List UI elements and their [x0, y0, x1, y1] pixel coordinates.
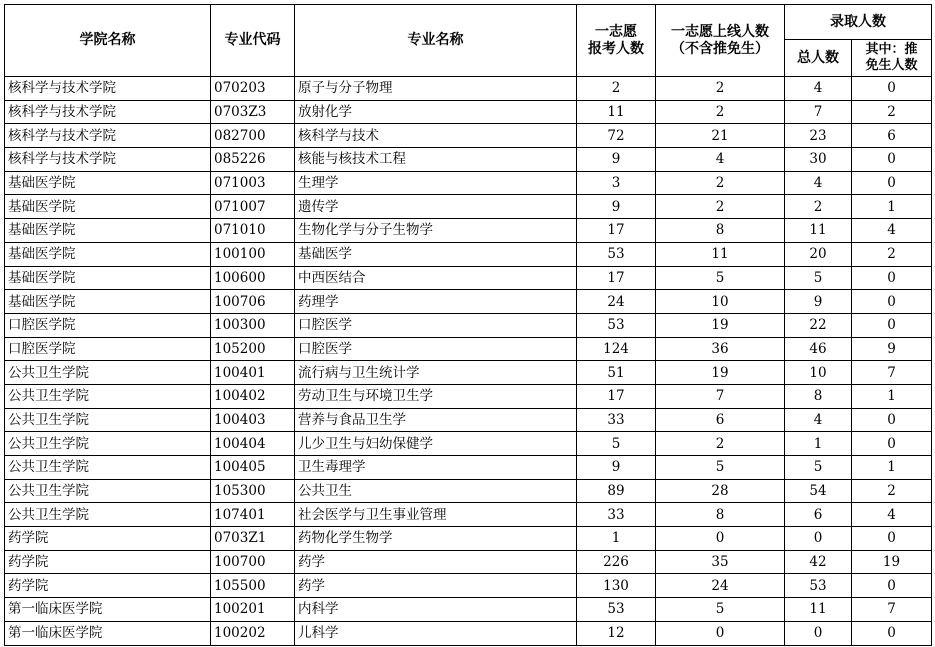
cell-major-name: 中西医结合 — [295, 266, 577, 290]
cell-first-choice-applicants: 17 — [577, 384, 656, 408]
table-row — [5, 242, 932, 266]
cell-admitted-recommended: 2 — [852, 242, 932, 266]
cell-college: 口腔医学院 — [5, 337, 211, 361]
cell-college: 公共卫生学院 — [5, 384, 211, 408]
header-first-choice-above-line-line2: （不含推免生） — [671, 40, 769, 57]
cell-admitted-recommended: 7 — [852, 598, 932, 622]
table-row — [5, 171, 932, 195]
cell-first-choice-above-line: 11 — [656, 242, 785, 266]
cell-first-choice-above-line: 36 — [656, 337, 785, 361]
cell-major-name: 公共卫生 — [295, 479, 577, 503]
header-admitted-recommended-line2: 免生人数 — [865, 58, 918, 73]
cell-first-choice-applicants: 89 — [577, 479, 656, 503]
cell-major-name: 核科学与技术 — [295, 124, 577, 148]
table-row — [5, 503, 932, 527]
cell-first-choice-above-line: 5 — [656, 598, 785, 622]
cell-major-code: 107401 — [211, 503, 295, 527]
cell-major-code: 100100 — [211, 242, 295, 266]
admissions-table — [4, 4, 932, 646]
header-first-choice-applicants-line1: 一志愿 — [595, 23, 637, 40]
cell-first-choice-above-line: 0 — [656, 527, 785, 551]
cell-first-choice-above-line: 2 — [656, 100, 785, 124]
cell-college: 核科学与技术学院 — [5, 100, 211, 124]
table-row — [5, 148, 932, 172]
cell-major-code: 100300 — [211, 313, 295, 337]
cell-first-choice-above-line: 2 — [656, 171, 785, 195]
header-first-choice-applicants-line2: 报考人数 — [588, 40, 644, 57]
header-first-choice-applicants — [577, 5, 656, 77]
table-row — [5, 456, 932, 480]
cell-first-choice-applicants: 53 — [577, 242, 656, 266]
cell-first-choice-above-line: 6 — [656, 408, 785, 432]
cell-first-choice-applicants: 5 — [577, 432, 656, 456]
cell-first-choice-applicants: 2 — [577, 77, 656, 101]
cell-college: 第一临床医学院 — [5, 621, 211, 645]
cell-college: 基础医学院 — [5, 219, 211, 243]
cell-first-choice-above-line: 8 — [656, 503, 785, 527]
cell-first-choice-above-line: 19 — [656, 313, 785, 337]
cell-college: 公共卫生学院 — [5, 456, 211, 480]
cell-admitted-total: 2 — [785, 195, 852, 219]
cell-admitted-recommended: 0 — [852, 621, 932, 645]
cell-college: 核科学与技术学院 — [5, 77, 211, 101]
cell-first-choice-above-line: 21 — [656, 124, 785, 148]
cell-admitted-total: 46 — [785, 337, 852, 361]
cell-admitted-total: 8 — [785, 384, 852, 408]
cell-college: 药学院 — [5, 527, 211, 551]
cell-college: 基础医学院 — [5, 290, 211, 314]
cell-admitted-recommended: 0 — [852, 527, 932, 551]
cell-admitted-recommended: 0 — [852, 408, 932, 432]
cell-admitted-recommended: 0 — [852, 313, 932, 337]
cell-admitted-total: 4 — [785, 77, 852, 101]
cell-college: 公共卫生学院 — [5, 408, 211, 432]
cell-major-name: 遗传学 — [295, 195, 577, 219]
header-admitted-recommended-line1: 其中：推 — [865, 42, 918, 57]
cell-major-code: 100405 — [211, 456, 295, 480]
cell-college: 基础医学院 — [5, 266, 211, 290]
cell-major-code: 100201 — [211, 598, 295, 622]
cell-college: 基础医学院 — [5, 171, 211, 195]
cell-first-choice-applicants: 17 — [577, 219, 656, 243]
cell-first-choice-applicants: 12 — [577, 621, 656, 645]
table-row — [5, 290, 932, 314]
cell-admitted-recommended: 0 — [852, 432, 932, 456]
cell-admitted-recommended: 0 — [852, 171, 932, 195]
cell-first-choice-applicants: 124 — [577, 337, 656, 361]
cell-admitted-total: 9 — [785, 290, 852, 314]
cell-major-name: 药学 — [295, 574, 577, 598]
table-body — [5, 77, 932, 646]
cell-first-choice-applicants: 51 — [577, 361, 656, 385]
cell-admitted-total: 11 — [785, 219, 852, 243]
cell-admitted-recommended: 2 — [852, 100, 932, 124]
table-row — [5, 313, 932, 337]
cell-first-choice-above-line: 4 — [656, 148, 785, 172]
cell-admitted-recommended: 0 — [852, 290, 932, 314]
cell-major-code: 0703Z1 — [211, 527, 295, 551]
cell-first-choice-applicants: 9 — [577, 195, 656, 219]
cell-first-choice-applicants: 53 — [577, 313, 656, 337]
cell-admitted-total: 1 — [785, 432, 852, 456]
table-row — [5, 408, 932, 432]
cell-college: 口腔医学院 — [5, 313, 211, 337]
cell-admitted-recommended: 9 — [852, 337, 932, 361]
table-row — [5, 574, 932, 598]
cell-admitted-total: 30 — [785, 148, 852, 172]
cell-major-name: 流行病与卫生统计学 — [295, 361, 577, 385]
cell-major-name: 核能与核技术工程 — [295, 148, 577, 172]
table-row — [5, 100, 932, 124]
cell-college: 基础医学院 — [5, 242, 211, 266]
cell-admitted-total: 54 — [785, 479, 852, 503]
cell-admitted-recommended: 0 — [852, 148, 932, 172]
table-row — [5, 479, 932, 503]
cell-college: 公共卫生学院 — [5, 361, 211, 385]
cell-first-choice-applicants: 17 — [577, 266, 656, 290]
cell-major-code: 105200 — [211, 337, 295, 361]
cell-college: 核科学与技术学院 — [5, 148, 211, 172]
cell-major-code: 071007 — [211, 195, 295, 219]
cell-first-choice-above-line: 28 — [656, 479, 785, 503]
cell-major-code: 071003 — [211, 171, 295, 195]
cell-major-name: 放射化学 — [295, 100, 577, 124]
cell-first-choice-applicants: 24 — [577, 290, 656, 314]
table-row — [5, 550, 932, 574]
cell-major-name: 生物化学与分子生物学 — [295, 219, 577, 243]
cell-admitted-total: 4 — [785, 408, 852, 432]
cell-admitted-total: 53 — [785, 574, 852, 598]
header-major-code: 专业代码 — [211, 5, 295, 77]
cell-first-choice-above-line: 5 — [656, 266, 785, 290]
cell-first-choice-above-line: 2 — [656, 77, 785, 101]
cell-major-code: 100600 — [211, 266, 295, 290]
cell-admitted-recommended: 2 — [852, 479, 932, 503]
cell-first-choice-applicants: 3 — [577, 171, 656, 195]
cell-major-name: 药理学 — [295, 290, 577, 314]
cell-major-name: 卫生毒理学 — [295, 456, 577, 480]
cell-major-code: 085226 — [211, 148, 295, 172]
cell-major-name: 生理学 — [295, 171, 577, 195]
cell-first-choice-above-line: 19 — [656, 361, 785, 385]
cell-first-choice-above-line: 2 — [656, 432, 785, 456]
cell-major-name: 基础医学 — [295, 242, 577, 266]
table-row — [5, 598, 932, 622]
cell-admitted-recommended: 1 — [852, 456, 932, 480]
cell-first-choice-above-line: 0 — [656, 621, 785, 645]
cell-major-name: 原子与分子物理 — [295, 77, 577, 101]
cell-major-code: 100700 — [211, 550, 295, 574]
admissions-table-container — [4, 4, 931, 643]
cell-admitted-recommended: 0 — [852, 266, 932, 290]
cell-major-name: 儿少卫生与妇幼保健学 — [295, 432, 577, 456]
cell-admitted-total: 7 — [785, 100, 852, 124]
cell-major-name: 儿科学 — [295, 621, 577, 645]
cell-admitted-total: 5 — [785, 266, 852, 290]
cell-major-code: 100404 — [211, 432, 295, 456]
cell-college: 第一临床医学院 — [5, 598, 211, 622]
cell-major-name: 社会医学与卫生事业管理 — [295, 503, 577, 527]
cell-admitted-total: 0 — [785, 621, 852, 645]
cell-major-name: 内科学 — [295, 598, 577, 622]
cell-admitted-total: 42 — [785, 550, 852, 574]
cell-major-code: 0703Z3 — [211, 100, 295, 124]
table-row — [5, 361, 932, 385]
cell-admitted-recommended: 4 — [852, 503, 932, 527]
cell-admitted-recommended: 0 — [852, 574, 932, 598]
cell-first-choice-above-line: 2 — [656, 195, 785, 219]
cell-first-choice-applicants: 226 — [577, 550, 656, 574]
cell-admitted-total: 0 — [785, 527, 852, 551]
table-row — [5, 337, 932, 361]
cell-admitted-total: 20 — [785, 242, 852, 266]
cell-first-choice-applicants: 53 — [577, 598, 656, 622]
cell-major-code: 070203 — [211, 77, 295, 101]
cell-first-choice-applicants: 11 — [577, 100, 656, 124]
cell-major-name: 药物化学生物学 — [295, 527, 577, 551]
table-row — [5, 124, 932, 148]
header-admitted-total: 总人数 — [785, 40, 852, 77]
cell-college: 公共卫生学院 — [5, 432, 211, 456]
cell-admitted-total: 22 — [785, 313, 852, 337]
cell-major-code: 100402 — [211, 384, 295, 408]
table-row — [5, 266, 932, 290]
cell-major-name: 劳动卫生与环境卫生学 — [295, 384, 577, 408]
cell-first-choice-applicants: 72 — [577, 124, 656, 148]
header-row-1 — [5, 5, 932, 40]
header-admitted: 录取人数 — [785, 5, 932, 40]
cell-first-choice-applicants: 33 — [577, 503, 656, 527]
cell-college: 公共卫生学院 — [5, 503, 211, 527]
cell-admitted-total: 6 — [785, 503, 852, 527]
cell-college: 药学院 — [5, 574, 211, 598]
table-row — [5, 384, 932, 408]
cell-admitted-total: 11 — [785, 598, 852, 622]
cell-first-choice-applicants: 9 — [577, 456, 656, 480]
cell-admitted-total: 10 — [785, 361, 852, 385]
header-major-name: 专业名称 — [295, 5, 577, 77]
cell-first-choice-above-line: 7 — [656, 384, 785, 408]
cell-major-code: 105500 — [211, 574, 295, 598]
table-row — [5, 77, 932, 101]
cell-major-name: 药学 — [295, 550, 577, 574]
table-row — [5, 527, 932, 551]
cell-admitted-recommended: 1 — [852, 195, 932, 219]
cell-first-choice-above-line: 24 — [656, 574, 785, 598]
cell-first-choice-applicants: 130 — [577, 574, 656, 598]
header-first-choice-above-line — [656, 5, 785, 77]
cell-first-choice-applicants: 33 — [577, 408, 656, 432]
cell-first-choice-applicants: 9 — [577, 148, 656, 172]
table-row — [5, 621, 932, 645]
cell-major-code: 071010 — [211, 219, 295, 243]
cell-major-code: 100202 — [211, 621, 295, 645]
cell-major-code: 100401 — [211, 361, 295, 385]
cell-first-choice-applicants: 1 — [577, 527, 656, 551]
cell-major-name: 口腔医学 — [295, 313, 577, 337]
cell-college: 基础医学院 — [5, 195, 211, 219]
cell-admitted-recommended: 1 — [852, 384, 932, 408]
cell-admitted-recommended: 6 — [852, 124, 932, 148]
cell-college: 核科学与技术学院 — [5, 124, 211, 148]
cell-college: 药学院 — [5, 550, 211, 574]
cell-first-choice-above-line: 5 — [656, 456, 785, 480]
cell-admitted-total: 23 — [785, 124, 852, 148]
cell-major-code: 105300 — [211, 479, 295, 503]
cell-first-choice-above-line: 8 — [656, 219, 785, 243]
cell-admitted-recommended: 19 — [852, 550, 932, 574]
cell-major-name: 口腔医学 — [295, 337, 577, 361]
cell-college: 公共卫生学院 — [5, 479, 211, 503]
header-college: 学院名称 — [5, 5, 211, 77]
cell-first-choice-above-line: 10 — [656, 290, 785, 314]
table-row — [5, 219, 932, 243]
table-row — [5, 432, 932, 456]
cell-major-code: 100403 — [211, 408, 295, 432]
cell-admitted-total: 5 — [785, 456, 852, 480]
cell-admitted-recommended: 7 — [852, 361, 932, 385]
cell-admitted-total: 4 — [785, 171, 852, 195]
cell-major-code: 100706 — [211, 290, 295, 314]
cell-admitted-recommended: 0 — [852, 77, 932, 101]
cell-first-choice-above-line: 35 — [656, 550, 785, 574]
cell-major-name: 营养与食品卫生学 — [295, 408, 577, 432]
header-admitted-recommended — [852, 40, 932, 77]
table-row — [5, 195, 932, 219]
header-first-choice-above-line-line1: 一志愿上线人数 — [671, 23, 769, 40]
cell-admitted-recommended: 4 — [852, 219, 932, 243]
cell-major-code: 082700 — [211, 124, 295, 148]
